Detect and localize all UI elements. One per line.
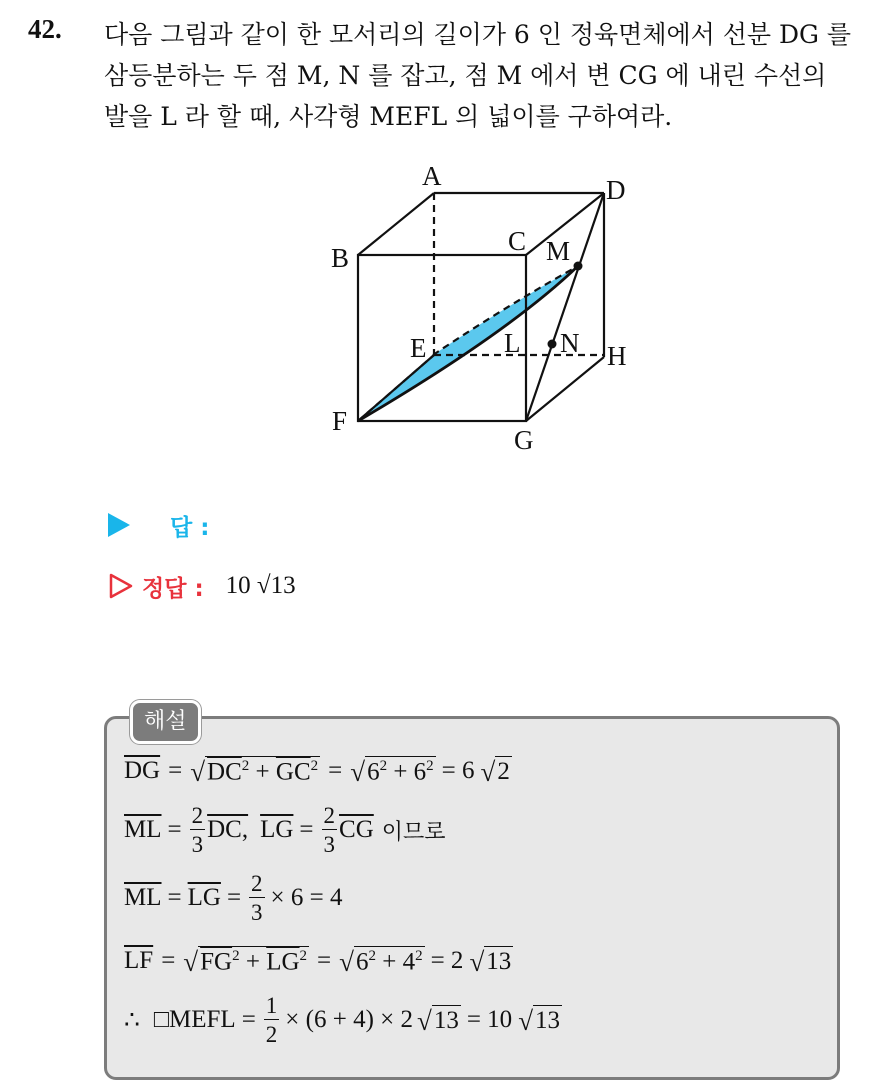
answer-label: 답 : — [170, 514, 210, 541]
label-c: C — [508, 226, 527, 256]
segment-dg: $\overline{DG}$ — [124, 756, 161, 784]
segment-lg: $\overline{LG}$ — [260, 816, 294, 843]
label-b: B — [331, 243, 350, 273]
exp: 2 — [415, 948, 423, 964]
solution-line-5: ∴ □MEFL = $\frac{1}{2}$ × (6 + 4) × 2 √ 13 = 10 √ 13 — [124, 993, 561, 1047]
exp: 2 — [379, 758, 388, 774]
edge-ef — [358, 355, 434, 421]
play-arrow-icon — [108, 513, 130, 537]
sqrt-expression: √ $DC^2 + \overline{GC}^2$ — [190, 756, 319, 787]
seg: FG — [200, 948, 233, 976]
label-l: L — [504, 328, 521, 358]
denominator: 3 — [251, 900, 263, 925]
seg: $\overline{GC}$ — [275, 758, 311, 786]
segment-dc: DC, — [207, 816, 249, 843]
sqrt-expression: √ 2 — [480, 756, 510, 787]
fraction — [264, 994, 280, 1046]
key-answer-row — [108, 566, 296, 606]
point-n — [548, 340, 557, 349]
seg: DC — [207, 758, 242, 786]
fraction — [190, 804, 206, 856]
solution-line-4: $\overline{LF}$ = √ $FG^2 + \overline{LG}^2$ = √ $6^2 + 4^2$ = 2 √ 13 — [124, 946, 512, 977]
label-n: N — [560, 328, 580, 358]
exp: 2 — [241, 758, 250, 774]
num: 4 — [402, 948, 416, 976]
segment-cg: $\overline{CG}$ — [339, 816, 374, 843]
equals-ten: = 10 — [466, 1006, 513, 1033]
text-imeuro: 이므로 — [381, 819, 446, 845]
label-f: F — [332, 406, 348, 436]
label-g: G — [514, 425, 534, 455]
equals: = — [168, 756, 183, 784]
therefore-symbol: ∴ — [124, 1007, 140, 1034]
radicand: 13 — [535, 1007, 561, 1035]
label-a: A — [422, 161, 442, 191]
cube-figure — [318, 158, 658, 458]
question-line: 다음 그림과 같이 한 모서리의 길이가 6 인 정육면체에서 선분 DG 를 — [104, 20, 852, 49]
exp: 2 — [426, 758, 434, 774]
num: 6 — [367, 758, 380, 786]
numerator: 2 — [191, 803, 204, 828]
exp: 2 — [299, 948, 308, 964]
numerator: 2 — [323, 803, 336, 828]
equals-two: = 2 — [430, 946, 464, 974]
segment-ml: $\overline{ML}$ — [124, 816, 162, 843]
label-h: H — [607, 341, 627, 371]
question-line: 삼등분하는 두 점 M, N 를 잡고, 점 M 에서 변 CG 에 내린 수선의 — [104, 61, 827, 90]
num: 6 — [413, 758, 427, 786]
key-answer-value: 10 √13 — [225, 572, 296, 599]
quadrilateral-mefl: □MEFL — [153, 1006, 236, 1033]
segment-lg: $\overline{LG}$ — [187, 884, 221, 911]
cube-solid-edges — [358, 193, 604, 421]
shaded-quadrilateral-mefl — [358, 266, 578, 421]
seg: $\overline{LG}$ — [266, 948, 300, 976]
exp: 2 — [232, 948, 240, 964]
solution-tag: 해설 — [130, 700, 201, 744]
sqrt-expression: √ $6^2 + 6^2$ — [350, 756, 434, 787]
sqrt-expression: √ 13 — [518, 1005, 561, 1036]
question-number: 42. — [28, 14, 62, 44]
solution-line-3: $\overline{ML}$ = $\overline{LG}$ = $\frac{2}{3}$ × 6 = 4 — [124, 871, 343, 925]
solution-line-2: $\overline{ML}$ = $\frac{2}{3}$ DC, $\overline{LG}$ = $\frac{2}{3}$ $\overline{CG}$ 이므로 — [124, 803, 446, 857]
product: × 6 = 4 — [270, 884, 343, 911]
denominator: 3 — [191, 832, 204, 857]
equals-six: = 6 — [441, 756, 475, 784]
question-line: 발을 L 라 할 때, 사각형 MEFL 의 넓이를 구하여라. — [104, 102, 673, 131]
fraction — [249, 872, 265, 924]
segment-lf: $\overline{LF}$ — [124, 946, 154, 974]
outline-arrow-icon — [108, 572, 134, 600]
radicand: 13 — [486, 948, 512, 976]
radicand: 13 — [433, 1007, 459, 1035]
denominator: 3 — [323, 832, 336, 857]
segment-ml: $\overline{ML}$ — [124, 884, 162, 911]
radicand: 2 — [497, 758, 510, 786]
label-m: M — [546, 236, 571, 266]
sqrt-expression: √ $FG^2 + \overline{LG}^2$ — [183, 946, 308, 977]
numerator: 2 — [251, 871, 263, 896]
sqrt-expression: √ 13 — [417, 1005, 459, 1036]
sqrt-expression: √ 13 — [469, 946, 512, 977]
sqrt-expression: √ $6^2 + 4^2$ — [339, 946, 423, 977]
numerator: 1 — [265, 993, 278, 1018]
key-answer-label: 정답 : — [142, 575, 204, 602]
label-d: D — [606, 175, 626, 205]
question-text — [104, 14, 868, 137]
exp: 2 — [368, 948, 376, 964]
exp: 2 — [310, 758, 319, 774]
denominator: 2 — [265, 1022, 278, 1047]
solution-line-1 — [124, 756, 512, 786]
product: × (6 + 4) × 2 — [285, 1006, 413, 1033]
point-m — [574, 262, 583, 271]
answer-row — [108, 508, 209, 542]
num: 6 — [355, 948, 369, 976]
label-e: E — [410, 333, 427, 363]
fraction — [322, 804, 338, 856]
equals: = — [328, 756, 343, 784]
cube-diagram — [318, 158, 658, 458]
